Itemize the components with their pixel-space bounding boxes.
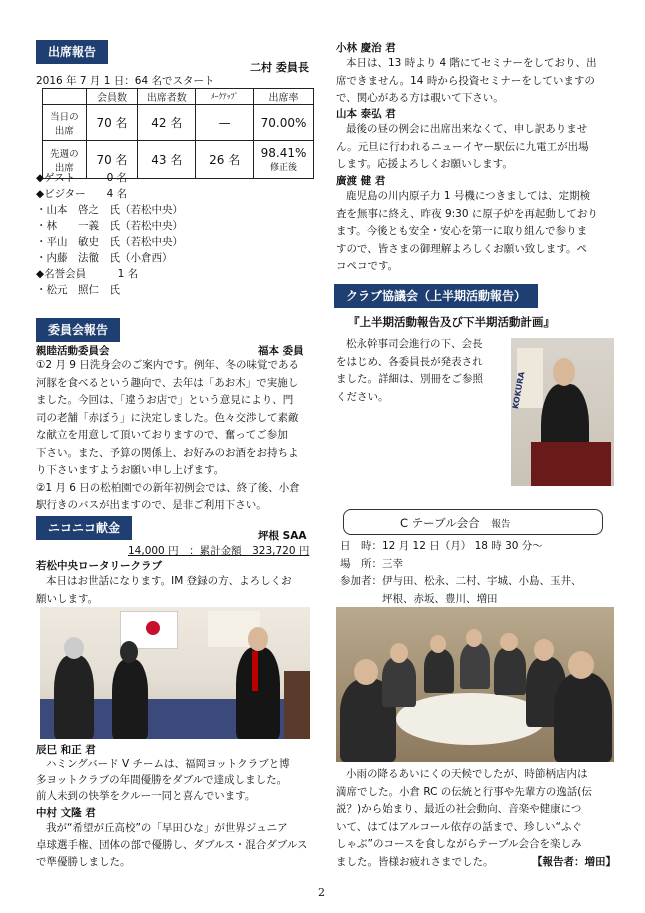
- body-line: 本日は、13 時より 4 階にてセミナーをしており、出: [346, 57, 597, 69]
- participants-list: [382, 573, 582, 608]
- club-members-photo: [40, 607, 310, 739]
- participants-label: 参加者：: [340, 575, 382, 587]
- person-head-icon: [354, 659, 378, 685]
- col-header: 出席率: [254, 89, 314, 105]
- makeup-cell: —: [196, 105, 254, 141]
- podium-icon: [284, 671, 310, 739]
- person-head-icon: [500, 633, 518, 651]
- person-icon: [494, 647, 526, 695]
- col-header: ﾒｰｸｱｯﾌﾟ: [196, 89, 254, 105]
- committee-subtitle: 親睦活動委員会: [36, 345, 110, 357]
- body-line: ん。元旦に行われるニューイヤー駅伝に九電工が出場: [336, 140, 589, 153]
- body-line: 多ヨットクラブの年間優勝をダブルで達成しました。: [36, 774, 288, 786]
- entry-name: 小林 慶治 君: [336, 42, 396, 54]
- guests-line: ◆ゲスト 0 名: [36, 172, 128, 184]
- banner-text: KOKURA: [511, 371, 527, 410]
- body-line: 最後の昼の例会に出席出来なくて、申し訳ありませ: [346, 123, 588, 135]
- entry-body: [36, 756, 290, 804]
- body-line: しゃぶ”のコースを食しながらテーブル会合を楽しみ: [336, 838, 582, 850]
- rate-note: 修正後: [270, 163, 298, 173]
- person-head-icon: [64, 637, 84, 659]
- row-label: 当日の出席: [43, 105, 87, 141]
- person-head-icon: [430, 635, 446, 653]
- body-line: 我が“希望が丘高校”の「早田ひな」が世界ジュニア: [46, 822, 288, 834]
- person-icon: [460, 643, 490, 689]
- entry-name: 山本 泰弘 君: [336, 108, 396, 120]
- podium-icon: [531, 442, 611, 486]
- visitor-item: ・山本 啓之 氏（若松中央）: [36, 204, 183, 216]
- person-head-icon: [120, 641, 138, 663]
- rate-cell: [254, 141, 314, 179]
- present-cell: 43 名: [138, 141, 196, 179]
- attendance-reporter: 二村 委員長: [250, 61, 309, 74]
- person-head-icon: [390, 643, 408, 663]
- ctable-participants: [340, 573, 582, 608]
- body-line: 願いします。: [36, 592, 99, 605]
- body-line: 席できません。14 時から投資セミナーをしていますの: [336, 74, 595, 87]
- person-icon: [236, 647, 280, 739]
- entry-body: [36, 820, 308, 871]
- attendance-date-line: 2016 年 7 月 1 日：64 名でスタート: [36, 75, 215, 87]
- body-line: ②1 月 6 日の松柏園での新年初例会では、終了後、小倉: [36, 481, 300, 494]
- body-line: ください。: [336, 390, 389, 403]
- attendance-header: 出席報告: [36, 40, 108, 64]
- entry-name: 廣渡 健 君: [336, 175, 386, 187]
- person-head-icon: [534, 639, 554, 661]
- ctable-reporter: 【報告者：増田】: [532, 856, 616, 868]
- ctable-title-suffix: 報告: [491, 519, 511, 530]
- body-line: 本日はお世話になります。IM 登録の方、よろしくお: [46, 575, 292, 587]
- person-icon: [424, 649, 454, 693]
- ctable-details: [340, 538, 582, 608]
- attendance-guest-list: [36, 170, 183, 298]
- ctable-place: 場 所：三幸: [340, 557, 403, 570]
- sun-disc-icon: [146, 621, 160, 635]
- makeup-cell: 26 名: [196, 141, 254, 179]
- person-icon: [54, 655, 94, 739]
- body-line: ました。詳細は、別冊をご参照: [336, 373, 483, 385]
- visitor-item: ・林 一義 氏（若松中央）: [36, 220, 183, 232]
- body-line: をはじめ、各委員長が発表され: [336, 355, 483, 368]
- visitor-item: ・内藤 法徹 氏（小倉西）: [36, 252, 173, 264]
- ctable-title-text: C テーブル会合: [400, 516, 480, 530]
- body-line: 前人未到の快挙をクルー一同と喜んでいます。: [36, 790, 256, 802]
- body-line: すので、皆さまの御理解よろしくお願い致します。ペ: [336, 242, 587, 255]
- body-line: 査を無事に終え、昨夜 9:30 に原子炉を再起動しており: [336, 207, 598, 220]
- members-cell: 70 名: [86, 141, 138, 179]
- person-head-icon: [466, 629, 482, 647]
- person-icon: [382, 657, 416, 707]
- row-label: 先週の出席: [43, 141, 87, 179]
- council-body: [336, 336, 483, 406]
- dining-table-icon: [396, 693, 546, 745]
- committee-body: [36, 357, 300, 515]
- table-meeting-photo: [336, 607, 614, 762]
- person-head-icon: [568, 651, 594, 679]
- page-number: 2: [318, 886, 325, 899]
- table-row: [43, 105, 314, 141]
- body-line: な献立を用意して頂いておりますので、奮ってご参加: [36, 429, 288, 441]
- present-cell: 42 名: [138, 105, 196, 141]
- members-cell: 70 名: [86, 105, 138, 141]
- entry-body: [336, 121, 589, 174]
- visitor-item: ・平山 敏史 氏（若松中央）: [36, 236, 183, 248]
- body-line: ました。皆様お疲れさまでした。: [336, 855, 494, 868]
- body-line: り下さいますようお願い申し上げます。: [36, 464, 225, 476]
- rate-value: 98.41%: [260, 146, 307, 160]
- entry-name: 辰巳 和正 君: [36, 744, 96, 756]
- body-line: で、関心がある方は覗いて下さい。: [336, 92, 504, 104]
- body-line: 説？)から始まり、最近の社会動向、音楽や健康につ: [336, 803, 582, 815]
- person-icon: [554, 673, 612, 762]
- ctable-date: 日 時：12 月 12 日（月） 18 時 30 分～: [340, 540, 543, 552]
- speaker-photo: [511, 338, 614, 486]
- ctable-title: [400, 515, 510, 531]
- smile-reporter: 坪根 SAA: [258, 530, 307, 542]
- committee-reporter: 福本 委員: [258, 345, 304, 357]
- rate-cell: 70.00%: [254, 105, 314, 141]
- honorary-line: ◆名誉会員 1 名: [36, 268, 139, 280]
- tie-icon: [252, 651, 258, 691]
- body-line: 河豚を食べるという趣向で、去年は「あお木」で実施し: [36, 376, 299, 389]
- participants-line: 坪根、赤坂、豊川、増田: [382, 592, 498, 605]
- col-header: 会員数: [86, 89, 138, 105]
- table-corner: [43, 89, 87, 105]
- entry-name: 中村 文隆 君: [36, 807, 96, 819]
- body-line: 下さい。また、予算の関係上、お好みのお酒をお持ちよ: [36, 446, 299, 459]
- person-head-icon: [248, 627, 268, 651]
- body-line: ます。今後とも安全・安心を第一に取り組んで参りま: [336, 225, 588, 237]
- participants-line: 伊与田、松永、二村、宇城、小島、玉井、: [382, 575, 582, 587]
- col-header: 出席者数: [138, 89, 196, 105]
- body-line: コペコです。: [336, 260, 399, 272]
- body-line: 松永幹事司会進行の下、会長: [346, 338, 483, 350]
- body-line: 鹿児島の川内原子力 1 号機につきましては、定期検: [346, 190, 591, 202]
- entry-body: [336, 55, 597, 108]
- body-line: 卓球選手権、団体の部で優勝し、ダブルス・混合ダブルス: [36, 839, 308, 851]
- body-line: ました。今回は、「違うお店で」という意見により、門: [36, 394, 294, 406]
- body-line: 満席でした。小倉 RC の伝統と行事や先輩方の逸話(伝: [336, 785, 592, 798]
- council-header: クラブ協議会（上半期活動報告）: [334, 284, 538, 308]
- person-icon: [112, 659, 148, 739]
- entry-body: [336, 188, 598, 276]
- honorary-item: ・松元 照仁 氏: [36, 284, 120, 296]
- person-head-icon: [553, 358, 575, 386]
- body-line: 駅行きのバスが出ますので、是非ご利用下さい。: [36, 499, 267, 511]
- smile-club-message: [36, 573, 292, 608]
- body-line: いて、はてはアルコール依存の話まで、珍しい“ふぐ: [336, 820, 582, 833]
- body-line: ハミングバード V チームは、福岡ヨットクラブと博: [46, 758, 290, 770]
- smile-club-name: 若松中央ロータリークラブ: [36, 560, 162, 572]
- body-line: で準優勝しました。: [36, 856, 131, 868]
- council-title: 『上半期活動報告及び下半期活動計画』: [348, 315, 555, 329]
- body-line: 小雨の降るあいにくの天候でしたが、時節柄店内は: [346, 768, 588, 780]
- attendance-table: [42, 88, 314, 179]
- body-line: 司の老舗「赤ぼう」に決定しました。色々交渉して素敵: [36, 411, 299, 424]
- body-line: ①2 月 9 日洗身会のご案内です。例年、冬の味覚である: [36, 359, 299, 371]
- committee-header: 委員会報告: [36, 318, 120, 342]
- smile-header: ニコニコ献金: [36, 516, 132, 540]
- body-line: します。応援よろしくお願いします。: [336, 158, 513, 170]
- smile-amount-line: 14,000 円 ：累計金額 323,720 円: [128, 545, 310, 557]
- visitors-line: ◆ビジター 4 名: [36, 188, 128, 200]
